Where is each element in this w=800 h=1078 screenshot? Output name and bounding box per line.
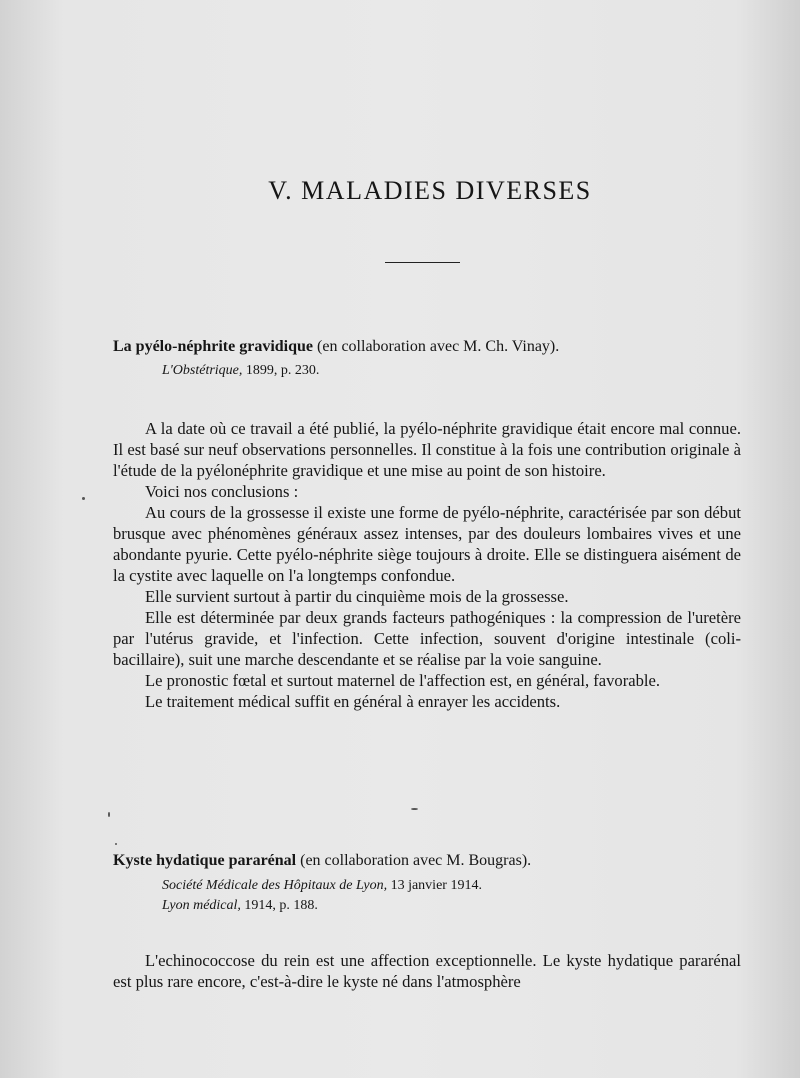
scan-speck	[82, 497, 85, 500]
paragraph: Au cours de la grossesse il existe une forme de pyélo-néphrite, caractérisée par son début brusque avec phénomènes généraux assez intenses, par des douleurs lombaires vives et une abondante pyurie. Cette pyélo-néphrite siège toujours à droite. Elle se distinguera aisément de la cystite avec laquelle on l'a longtemps confondue.	[113, 503, 741, 585]
journal-name: Société Médicale des Hôpitaux de Lyon,	[162, 878, 388, 893]
reference-details: 1914, p. 188.	[240, 898, 318, 913]
title-rule	[385, 262, 460, 263]
chapter-title: V. MALADIES DIVERSES	[268, 176, 592, 205]
entry-reference	[162, 875, 482, 897]
paragraph: Voici nos conclusions :	[145, 482, 299, 501]
entry-title: Kyste hydatique pararénal	[113, 852, 297, 869]
paragraph: Elle survient surtout à partir du cinquième mois de la grossesse.	[145, 587, 569, 606]
entry-collaboration: (en collaboration avec M. Ch. Vinay).	[313, 338, 560, 355]
entry-heading-pyelo	[113, 336, 753, 358]
paragraph: Le traitement médical suffit en général à enrayer les accidents.	[145, 692, 561, 711]
entry-collaboration: (en collaboration avec M. Bougras).	[296, 852, 532, 869]
scan-speck	[411, 808, 418, 810]
scan-speck	[108, 812, 110, 817]
entry-reference	[162, 360, 319, 382]
scan-speck	[115, 843, 117, 845]
entry-title: La pyélo-néphrite gravidique	[113, 338, 314, 355]
entry-reference	[162, 895, 318, 917]
paragraph: A la date où ce travail a été publié, la pyélo-néphrite gravidique était encore mal connue. Il est basé sur neuf observations personnelles. Il constitue à la fois une contribution originale à l'étude de la pyélonéphrite gravidique et une mise au point de son histoire.	[113, 419, 741, 480]
paragraph: Le pronostic fœtal et surtout maternel de l'affection est, en général, favorable.	[145, 671, 661, 690]
reference-details: 1899, p. 230.	[242, 363, 320, 378]
journal-name: L'Obstétrique,	[162, 363, 243, 378]
paragraph: L'echinococcose du rein est une affection exceptionnelle. Le kyste hydatique pararénal est plus rare encore, c'est-à-dire le kyste né dans l'atmosphère	[113, 951, 741, 991]
paragraph: Elle est déterminée par deux grands facteurs pathogéniques : la compression de l'uretère par l'utérus gravide, et l'infection. Cette infection, souvent d'origine intestinale (coli-bacillaire), suit une marche descendante et se réalise par la voie sanguine.	[113, 608, 741, 669]
reference-details: 13 janvier 1914.	[387, 878, 482, 893]
body-text-pyelo	[113, 418, 741, 712]
body-text-kyste	[113, 950, 741, 992]
entry-heading-kyste	[113, 850, 753, 872]
journal-name: Lyon médical,	[162, 898, 241, 913]
